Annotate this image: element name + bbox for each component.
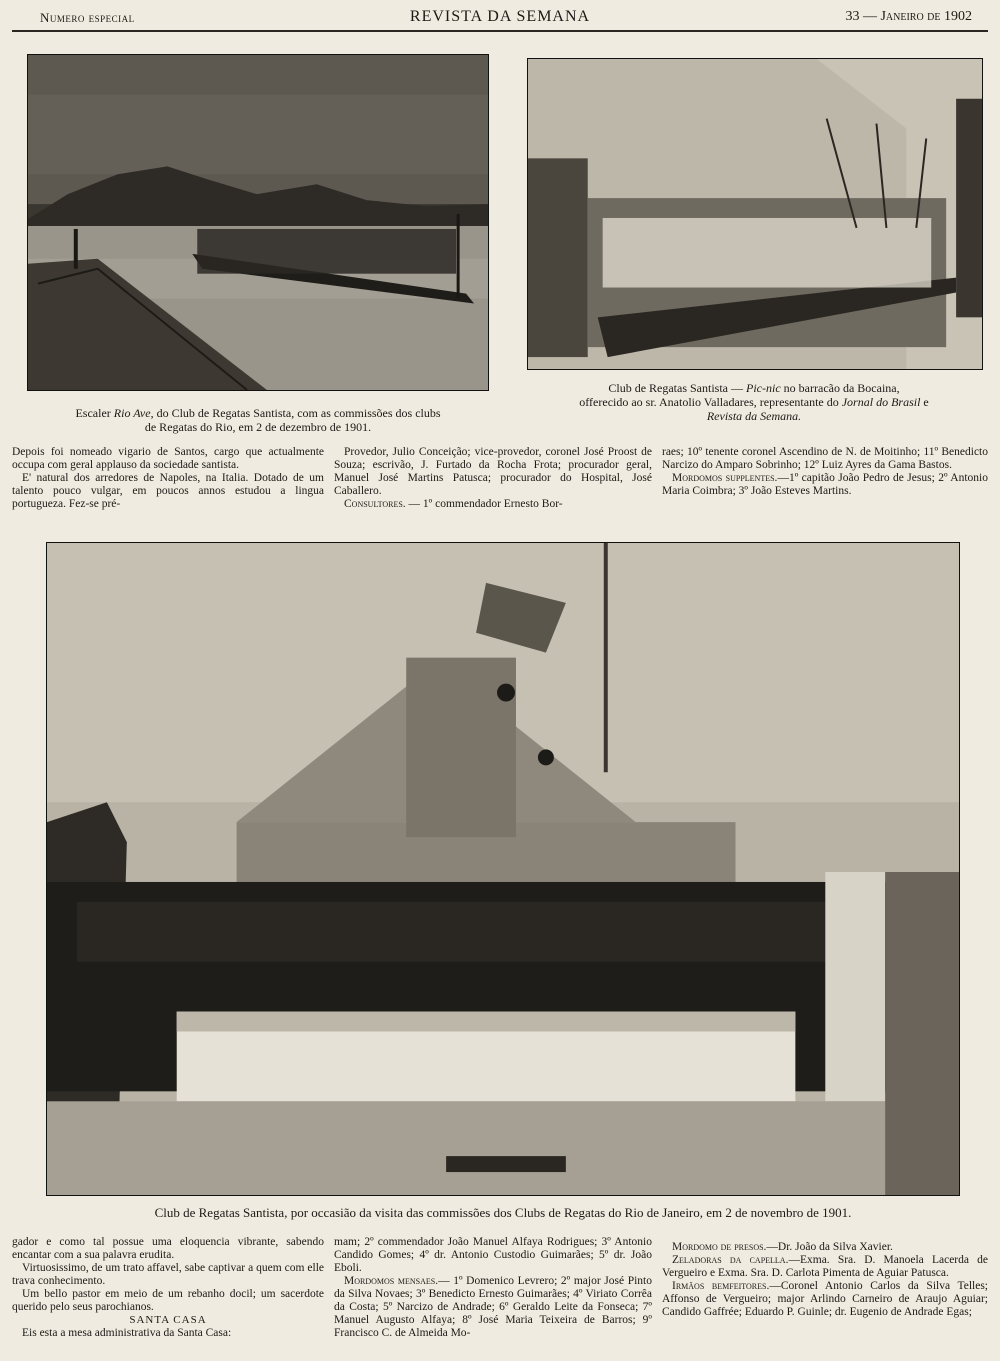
paragraph: E' natural dos arredores de Napoles, na Italia. Dotado de um talento pouco vulgar, em poucos annos estudou a lingua portugueza. Fez-se pré-: [12, 472, 324, 510]
caption-1-line2: de Regatas do Rio, em 2 de dezembro de 1901.: [144, 420, 372, 434]
paragraph: Eis esta a mesa administrativa da Santa Casa:: [22, 1327, 232, 1339]
caption-2-italic-2: Jornal do Brasil: [841, 395, 921, 409]
caption-2-text: Club de Regatas Santista —: [608, 381, 747, 395]
caption-2-line2: offerecido ao sr. Anatolio Valladares, representante do: [579, 395, 842, 409]
section-label: Zeladoras da capella.: [672, 1254, 789, 1266]
text-column-top-2: [334, 446, 652, 511]
paragraph-text: —Exma. Sra. D. Manoela Lacerda de Vergueiro e Exma. Sra. D. Carlota Pimenta de Aguiar Patusca.: [662, 1254, 988, 1279]
paragraph-text: — 1º Domenico Levrero; 2º major José Pinto da Silva Novaes; 3º Benedicto Ernesto Guimarães; 4º Viriato Corrêa da Costa; 5º Narcizo de Andrade; 6º Geraldo Leite da Fonseca; 7º Manuel Augusto Alfaya; 8º José Maria Teixeira de Barros; 9º Francisco C. de Almeida Mo-: [334, 1275, 652, 1339]
paragraph-text: — 1º commendador Ernesto Bor-: [405, 498, 563, 510]
paragraph-text: —Coronel Antonio Carlos da Silva Telles; Affonso de Vergueiro; major Arlindo Carneiro de Araujo Aguiar; Candido Gaffrée; Eduardo P. Guinle; dr. Eugenio de Andrade Egas;: [662, 1280, 988, 1318]
header-date: 33 — Janeiro de 1902: [845, 9, 972, 24]
section-heading: SANTA CASA: [129, 1314, 207, 1326]
caption-2-italic: Pic-nic: [746, 381, 781, 395]
caption-1-text-post: , do Club de Regatas Santista, com as commissões dos clubs: [150, 406, 441, 420]
caption-photo-2: [512, 381, 996, 423]
section-label: Mordomo de presos.: [672, 1241, 767, 1253]
caption-1-italic: Rio Ave: [113, 406, 151, 420]
paragraph: mam; 2º commendador João Manuel Alfaya Rodrigues; 3º Antonio Candido Gomes; 4º dr. Antonio Custodio Guimarães; 5º dr. João Eboli.: [334, 1236, 652, 1274]
header-edition: Numero especial: [40, 10, 135, 25]
text-column-bottom-1: [12, 1236, 324, 1340]
paragraph: Depois foi nomeado vigario de Santos, cargo que actualmente occupa com geral applauso da sociedade santista.: [12, 446, 324, 471]
paragraph: Um bello pastor em meio de um rebanho docil; um sacerdote querido pelo seus parochianos.: [12, 1288, 324, 1313]
section-label: Mordomos supplentes.: [672, 472, 778, 484]
text-column-top-3: [662, 446, 988, 498]
paragraph-text: —Dr. João da Silva Xavier.: [766, 1241, 893, 1253]
paragraph-text: —1º capitão João Pedro de Jesus; 2º Antonio Maria Coimbra; 3º João Esteves Martins.: [662, 472, 988, 497]
text-column-bottom-3: [662, 1241, 988, 1319]
caption-2-line3: Revista da Semana.: [706, 409, 802, 423]
section-label: Consultores.: [344, 498, 406, 510]
text-column-top-1: [12, 446, 324, 511]
section-label: Mordomos mensaes.: [344, 1275, 439, 1287]
photo-club-group: [46, 542, 960, 1196]
photo-picnic-bocaina: [527, 58, 983, 370]
paragraph: Virtuosissimo, de um trato affavel, sabe captivar a quem com elle trava conhecimento.: [12, 1262, 324, 1287]
paragraph: Provedor, Julio Conceição; vice-provedor, coronel José Proost de Souza; escrivão, J. Furtado da Rocha Frota; procurador geral, Manuel José Martins Patusca; procurador do Hospital, José Caballero.: [334, 446, 652, 497]
caption-photo-1: [30, 406, 486, 434]
caption-2-text-post: no barracão da Bocaina,: [780, 381, 900, 395]
caption-2-line2-post: e: [920, 395, 929, 409]
paragraph: raes; 10º tenente coronel Ascendino de N. de Moitinho; 11º Benedicto Narcizo do Amparo Sobrinho; 12º Luiz Ayres da Gama Bastos.: [662, 446, 988, 471]
header-title: REVISTA DA SEMANA: [409, 8, 591, 25]
page-header: [12, 6, 988, 32]
photo-escaler-rio-ave: [27, 54, 489, 391]
caption-3-text: Club de Regatas Santista, por occasião da visita das commissões dos Clubs de Regatas do Rio de Janeiro, em 2 de novembro de 1901.: [154, 1205, 852, 1220]
text-column-bottom-2: [334, 1236, 652, 1340]
caption-1-text: Escaler: [75, 406, 114, 420]
caption-photo-3: [40, 1206, 966, 1220]
section-label: Irmãos bemfeitores.: [672, 1280, 770, 1292]
paragraph: gador e como tal possue uma eloquencia vibrante, sabendo encantar com a sua palavra erudita.: [12, 1236, 324, 1261]
